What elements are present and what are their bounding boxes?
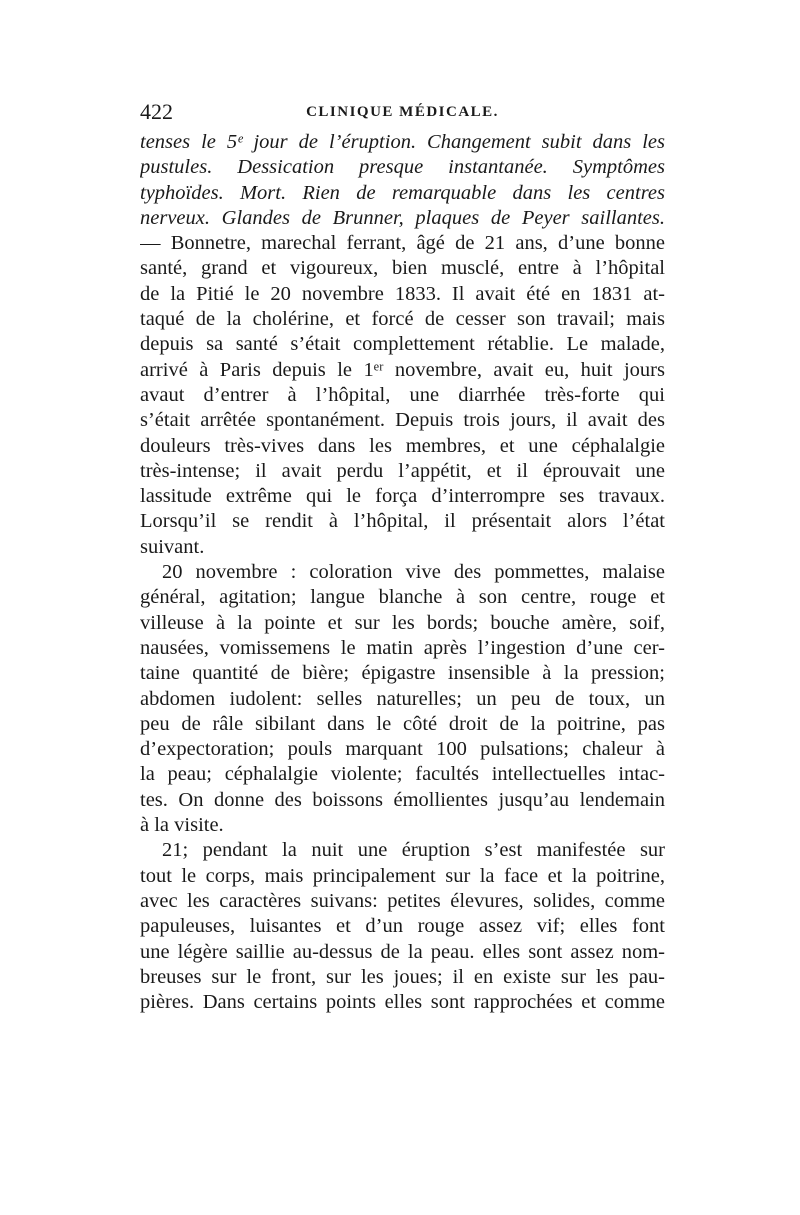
text-line: depuis sa santé s’était complettement rétablie. Le malade, bbox=[140, 333, 665, 356]
text-line: arrivé à Paris depuis le 1ᵉʳ novembre, avait eu, huit jours bbox=[140, 358, 665, 381]
text-line: pières. Dans certains points elles sont rapprochées et comme bbox=[140, 991, 665, 1014]
text-line: à la visite. bbox=[140, 814, 224, 837]
text-line: breuses sur le front, sur les joues; il en existe sur les pau- bbox=[140, 965, 665, 988]
text-line: 21; pendant la nuit une éruption s’est manifestée sur bbox=[162, 839, 665, 862]
text-line: Lorsqu’il se rendit à l’hôpital, il présentait alors l’état bbox=[140, 510, 665, 533]
page-header bbox=[140, 97, 665, 127]
text-line: s’était arrêtée spontanément. Depuis trois jours, il avait des bbox=[140, 409, 665, 432]
text-line: abdomen iudolent: selles naturelles; un peu de toux, un bbox=[140, 687, 665, 710]
running-head: CLINIQUE MÉDICALE. bbox=[306, 104, 499, 120]
text-line: 20 novembre : coloration vive des pommettes, malaise bbox=[162, 561, 665, 584]
text-line: douleurs très-vives dans les membres, et une céphalalgie bbox=[140, 434, 665, 457]
text-line: tes. On donne des boissons émollientes jusqu’au lendemain bbox=[140, 788, 665, 811]
text-line: — Bonnetre, marechal ferrant, âgé de 21 ans, d’une bonne bbox=[140, 232, 665, 255]
text-line: tout le corps, mais principalement sur la face et la poitrine, bbox=[140, 864, 665, 887]
text-line: général, agitation; langue blanche à son centre, rouge et bbox=[140, 586, 665, 609]
text-line: d’expectoration; pouls marquant 100 pulsations; chaleur à bbox=[140, 738, 665, 761]
text-line: une légère saillie au-dessus de la peau. elles sont assez nom- bbox=[140, 940, 665, 963]
text-line: tenses le 5ᵉ jour de l’éruption. Changement subit dans les bbox=[140, 131, 665, 153]
text-line: taqué de la cholérine, et forcé de cesser son travail; mais bbox=[140, 308, 665, 331]
text-line: villeuse à la pointe et sur les bords; bouche amère, soif, bbox=[140, 611, 665, 634]
text-line: nerveux. Glandes de Brunner, plaques de Peyer saillantes. bbox=[140, 206, 665, 229]
text-line: pustules. Dessication presque instantanée. Symptômes bbox=[140, 156, 665, 179]
text-line: santé, grand et vigoureux, bien musclé, entre à l’hôpital bbox=[140, 257, 665, 280]
text-line: de la Pitié le 20 novembre 1833. Il avait été en 1831 at- bbox=[140, 282, 665, 305]
text-line: peu de râle sibilant dans le côté droit de la poitrine, pas bbox=[140, 712, 665, 735]
text-line: avaut d’entrer à l’hôpital, une diarrhée très-forte qui bbox=[140, 383, 665, 406]
text-line: la peau; céphalalgie violente; facultés intellectuelles intac- bbox=[140, 763, 665, 786]
text-line: lassitude extrême qui le força d’interrompre ses travaux. bbox=[140, 485, 665, 508]
text-line: nausées, vomissemens le matin après l’ingestion d’une cer- bbox=[140, 636, 665, 659]
text-line: très-intense; il avait perdu l’appétit, et il éprouvait une bbox=[140, 459, 665, 482]
text-line: typhoïdes. Mort. Rien de remarquable dans les centres bbox=[140, 181, 665, 204]
page-number: 422 bbox=[140, 99, 173, 124]
text-line: papuleuses, luisantes et d’un rouge assez vif; elles font bbox=[140, 915, 665, 938]
body-text bbox=[140, 130, 665, 1015]
text-line: suivant. bbox=[140, 535, 205, 558]
text-line: taine quantité de bière; épigastre insensible à la pression; bbox=[140, 662, 665, 685]
text-line: avec les caractères suivans: petites élevures, solides, comme bbox=[140, 889, 665, 912]
